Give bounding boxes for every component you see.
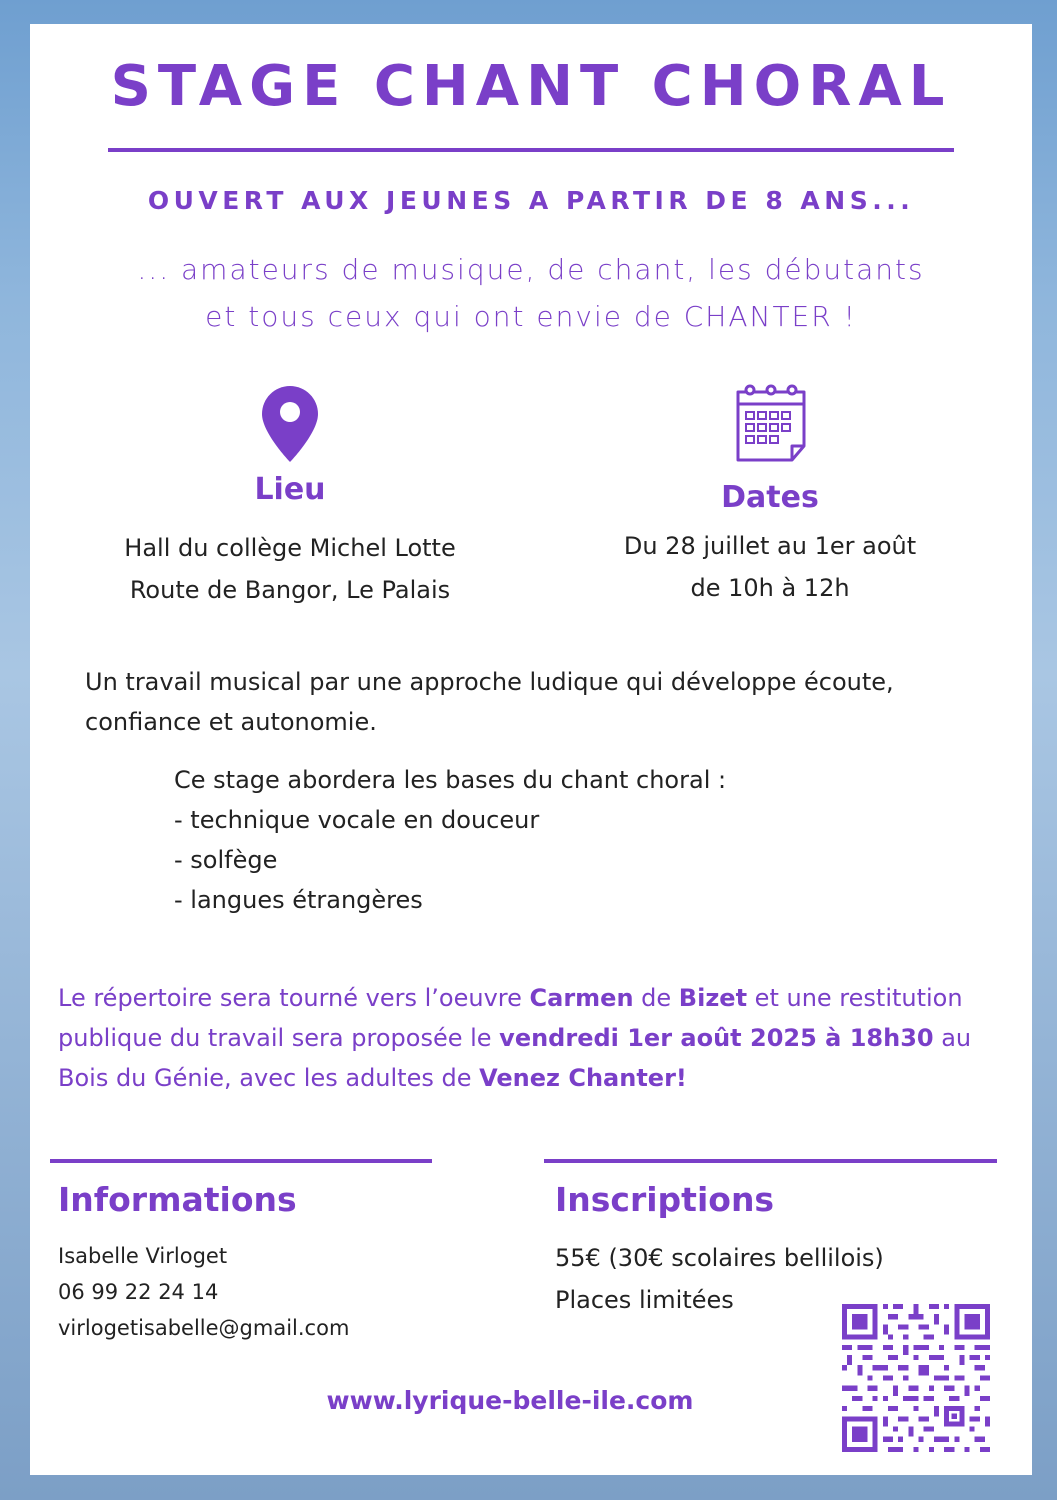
dates-line-1: Du 28 juillet au 1er août <box>623 532 917 560</box>
intro-line-2: confiance et autonomie. <box>85 708 377 736</box>
lieu-line-1: Hall du collège Michel Lotte <box>124 534 456 562</box>
repertoire-date: vendredi 1er août 2025 à 18h30 <box>499 1024 934 1052</box>
repertoire-text: Bois du Génie, avec les adultes de <box>58 1064 480 1092</box>
repertoire-line-1 <box>58 978 1018 1018</box>
tagline <box>30 246 1032 340</box>
dates-line-2: de 10h à 12h <box>690 574 850 602</box>
repertoire-text: et une restitution <box>747 984 963 1012</box>
repertoire-paragraph <box>58 978 1018 1098</box>
contact-email[interactable]: virlogetisabelle@gmail.com <box>58 1316 350 1340</box>
contact-name: Isabelle Virloget <box>58 1244 228 1268</box>
repertoire-text: Le répertoire sera tourné vers l’oeuvre <box>58 984 530 1012</box>
repertoire-text: publique du travail sera proposée le <box>58 1024 500 1052</box>
program-item: - technique vocale en douceur <box>174 806 540 834</box>
lieu-heading: Lieu <box>254 472 326 507</box>
tagline-line-1: ... amateurs de musique, de chant, les débutants <box>137 253 925 286</box>
flyer-sheet <box>30 24 1032 1475</box>
title-underline <box>108 148 954 152</box>
calendar-icon <box>734 382 808 464</box>
tagline-line-2: et tous ceux qui ont envie de CHANTER ! <box>205 300 857 333</box>
program-item: - solfège <box>174 846 278 874</box>
repertoire-text: de <box>633 984 679 1012</box>
subtitle: OUVERT AUX JEUNES A PARTIR DE 8 ANS... <box>147 186 915 215</box>
repertoire-text: au <box>933 1024 972 1052</box>
repertoire-work: Carmen <box>529 984 634 1012</box>
inscriptions-note: Places limitées <box>555 1286 734 1314</box>
website-link[interactable]: www.lyrique-belle-ile.com <box>326 1386 694 1415</box>
repertoire-line-3 <box>58 1058 1018 1098</box>
inscriptions-rule <box>544 1159 997 1163</box>
informations-rule <box>50 1159 432 1163</box>
informations-heading: Informations <box>58 1180 297 1219</box>
informations-contact <box>58 1238 498 1346</box>
inscriptions-price: 55€ (30€ scolaires bellilois) <box>555 1244 884 1272</box>
lieu-line-2: Route de Bangor, Le Palais <box>129 576 451 604</box>
intro-paragraph <box>85 662 995 742</box>
repertoire-line-2 <box>58 1018 1018 1058</box>
qr-code-image[interactable] <box>842 1304 990 1452</box>
intro-line-1: Un travail musical par une approche ludique qui développe écoute, <box>85 668 894 696</box>
repertoire-group: Venez Chanter! <box>479 1064 687 1092</box>
lieu-address <box>70 527 510 611</box>
page-title: STAGE CHANT CHORAL <box>110 54 952 119</box>
inscriptions-heading: Inscriptions <box>555 1180 775 1219</box>
location-pin-icon <box>262 386 318 462</box>
program-item: - langues étrangères <box>174 886 423 914</box>
dates-heading: Dates <box>721 480 819 515</box>
contact-phone[interactable]: 06 99 22 24 14 <box>58 1280 219 1304</box>
program-lead: Ce stage abordera les bases du chant choral : <box>174 766 727 794</box>
dates-text <box>570 525 970 609</box>
program-list <box>174 760 994 920</box>
repertoire-composer: Bizet <box>678 984 748 1012</box>
